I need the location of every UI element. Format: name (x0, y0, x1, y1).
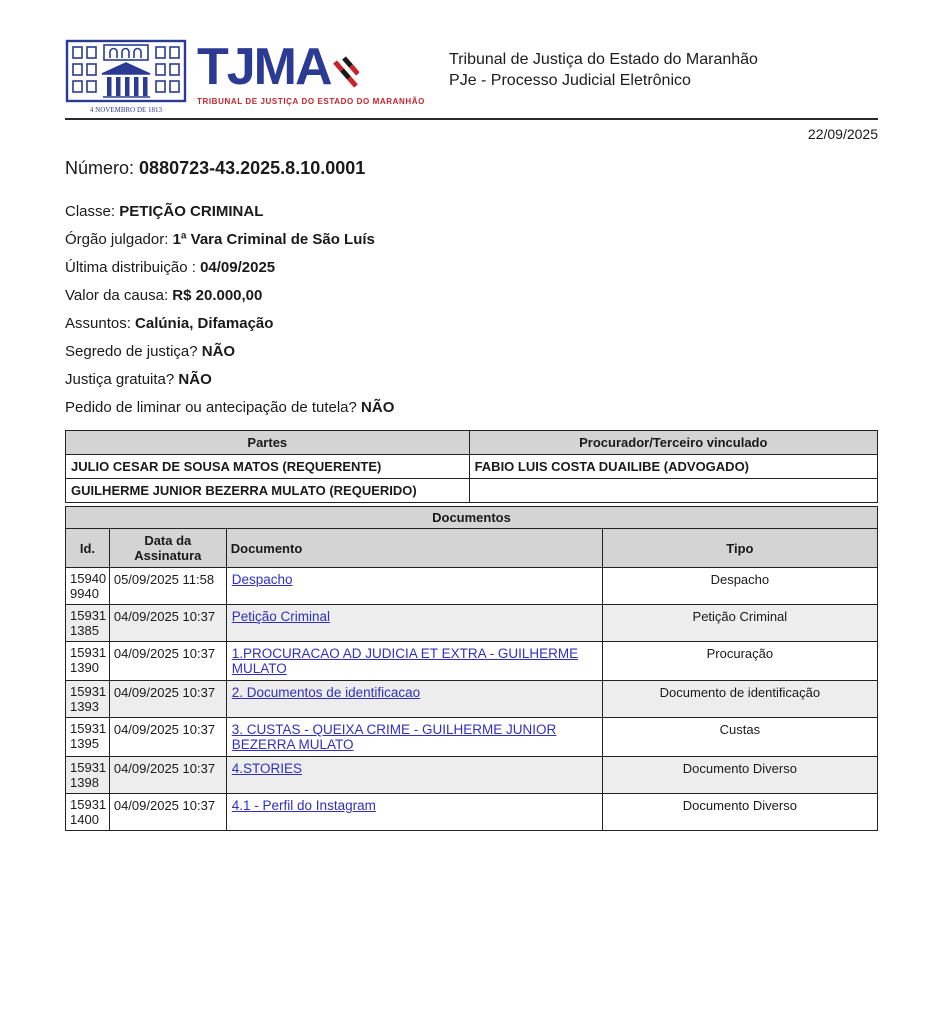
process-number-line (65, 158, 878, 179)
document-id: 15931 1395 (66, 718, 110, 757)
document-date: 04/09/2025 10:37 (109, 642, 226, 681)
header-divider (65, 118, 878, 120)
tjma-wordmark-caption: TRIBUNAL DE JUSTIÇA DO ESTADO DO MARANHÃO (197, 97, 426, 106)
parties-header-procurador: Procurador/Terceiro vinculado (469, 431, 877, 455)
field-assuntos: Assuntos: Calúnia, Difamação (65, 315, 274, 332)
documents-header-row (66, 529, 878, 568)
document-id: 15931 1400 (66, 794, 110, 831)
document-date: 05/09/2025 11:58 (109, 568, 226, 605)
document-date: 04/09/2025 10:37 (109, 794, 226, 831)
documents-header-id: Id. (66, 529, 110, 568)
documents-title-bar (66, 507, 878, 529)
courthouse-icon (65, 36, 187, 116)
party-row (66, 455, 878, 479)
field-justica-gratuita: Justiça gratuita? NÃO (65, 371, 212, 388)
tjma-logo (65, 36, 425, 116)
documents-header-tipo: Tipo (602, 529, 877, 568)
field-ultima-distribuicao: Última distribuição : 04/09/2025 (65, 259, 276, 276)
document-link[interactable]: Petição Criminal (231, 609, 331, 624)
field-classe: Classe: PETIÇÃO CRIMINAL (65, 203, 264, 220)
document-header (65, 36, 878, 116)
documents-title: Documentos (66, 507, 878, 529)
party-name: GUILHERME JUNIOR BEZERRA MULATO (REQUERIDO) (66, 479, 470, 503)
process-number-value: 0880723-43.2025.8.10.0001 (139, 158, 366, 178)
header-title-line1: Tribunal de Justiça do Estado do Maranhão (449, 51, 758, 68)
header-title (449, 36, 758, 92)
document-id: 15931 1398 (66, 757, 110, 794)
party-procurador (469, 479, 877, 503)
document-link[interactable]: Despacho (231, 572, 293, 587)
document-date: 04/09/2025 10:37 (109, 757, 226, 794)
field-pedido-liminar: Pedido de liminar ou antecipação de tutela? NÃO (65, 399, 395, 416)
documents-header-doc: Documento (226, 529, 602, 568)
document-row (66, 718, 878, 757)
tjma-wordmark-block (197, 36, 425, 106)
party-row (66, 479, 878, 503)
process-metadata (65, 203, 878, 416)
document-link[interactable]: 2. Documentos de identificacao (231, 685, 421, 700)
document-type: Documento Diverso (602, 757, 877, 794)
parties-header-partes: Partes (66, 431, 470, 455)
document-link[interactable]: 1.PROCURACAO AD JUDICIA ET EXTRA - GUILHERME MULATO (231, 646, 579, 676)
documents-table (65, 506, 878, 831)
document-id: 15940 9940 (66, 568, 110, 605)
document-row (66, 568, 878, 605)
document-id: 15931 1385 (66, 605, 110, 642)
document-row (66, 605, 878, 642)
document-type: Documento Diverso (602, 794, 877, 831)
party-name: JULIO CESAR DE SOUSA MATOS (REQUERENTE) (66, 455, 470, 479)
field-valor-da-causa: Valor da causa: R$ 20.000,00 (65, 287, 263, 304)
document-date: 04/09/2025 10:37 (109, 605, 226, 642)
report-date: 22/09/2025 (807, 126, 878, 142)
building-caption: 4 NOVEMBRO DE 1813 (89, 106, 163, 114)
document-date: 04/09/2025 10:37 (109, 718, 226, 757)
document-id: 15931 1390 (66, 642, 110, 681)
document-type: Documento de identificação (602, 681, 877, 718)
document-link[interactable]: 3. CUSTAS - QUEIXA CRIME - GUILHERME JUNIOR BEZERRA MULATO (231, 722, 557, 752)
document-link[interactable]: 4.STORIES (231, 761, 303, 776)
header-title-line2: PJe - Processo Judicial Eletrônico (449, 71, 691, 89)
document-date: 04/09/2025 10:37 (109, 681, 226, 718)
document-type: Despacho (602, 568, 877, 605)
process-number-label: Número: (65, 158, 135, 178)
flag-stripes-icon (333, 54, 359, 94)
document-link[interactable]: 4.1 - Perfil do Instagram (231, 798, 376, 813)
documents-header-data: Data da Assinatura (109, 529, 226, 568)
document-row (66, 642, 878, 681)
document-row (66, 757, 878, 794)
tjma-wordmark: TJMA (197, 38, 331, 96)
field-orgao-julgador: Órgão julgador: 1ª Vara Criminal de São Luís (65, 231, 375, 248)
parties-table (65, 430, 878, 503)
document-type: Petição Criminal (602, 605, 877, 642)
document-row (66, 794, 878, 831)
parties-header-row (66, 431, 878, 455)
document-type: Custas (602, 718, 877, 757)
party-procurador: FABIO LUIS COSTA DUAILIBE (ADVOGADO) (469, 455, 877, 479)
document-row (66, 681, 878, 718)
field-segredo-de-justica: Segredo de justiça? NÃO (65, 343, 236, 360)
document-type: Procuração (602, 642, 877, 681)
document-id: 15931 1393 (66, 681, 110, 718)
